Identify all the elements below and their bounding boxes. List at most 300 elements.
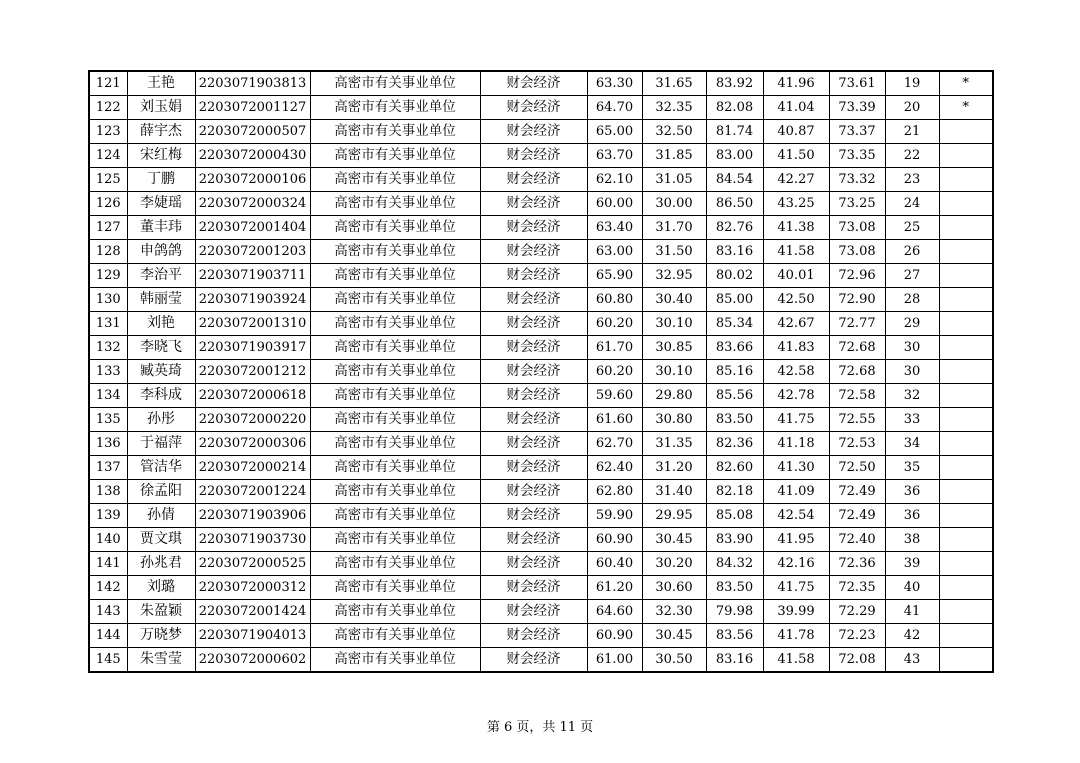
cell-unit: 高密市有关事业单位 <box>310 552 480 576</box>
cell-position: 财会经济 <box>480 360 587 384</box>
cell-unit: 高密市有关事业单位 <box>310 432 480 456</box>
cell-unit: 高密市有关事业单位 <box>310 312 480 336</box>
cell-interview-score: 83.56 <box>706 624 763 648</box>
cell-total-score: 72.55 <box>829 408 885 432</box>
cell-interview-weighted: 42.67 <box>763 312 829 336</box>
cell-interview-weighted: 41.95 <box>763 528 829 552</box>
cell-rank: 33 <box>885 408 939 432</box>
cell-exam-id: 2203071904013 <box>195 624 310 648</box>
cell-total-score: 72.90 <box>829 288 885 312</box>
table-row <box>89 480 993 504</box>
cell-name: 李晓飞 <box>127 336 195 360</box>
table-row <box>89 360 993 384</box>
cell-total-score: 72.53 <box>829 432 885 456</box>
cell-exam-id: 2203072001310 <box>195 312 310 336</box>
cell-name: 刘艳 <box>127 312 195 336</box>
cell-position: 财会经济 <box>480 384 587 408</box>
cell-interview-score: 86.50 <box>706 192 763 216</box>
cell-written-score: 59.60 <box>587 384 642 408</box>
cell-position: 财会经济 <box>480 648 587 673</box>
table-row <box>89 96 993 120</box>
cell-total-score: 73.25 <box>829 192 885 216</box>
cell-rank: 30 <box>885 336 939 360</box>
cell-exam-id: 2203072000214 <box>195 456 310 480</box>
table-row <box>89 216 993 240</box>
cell-total-score: 73.32 <box>829 168 885 192</box>
cell-written-score: 60.90 <box>587 624 642 648</box>
cell-mark <box>939 312 993 336</box>
cell-rank: 36 <box>885 480 939 504</box>
cell-mark <box>939 528 993 552</box>
cell-mark <box>939 216 993 240</box>
cell-total-score: 73.61 <box>829 71 885 96</box>
cell-written-weighted: 31.35 <box>642 432 706 456</box>
cell-mark <box>939 648 993 673</box>
cell-written-weighted: 30.10 <box>642 360 706 384</box>
cell-written-weighted: 29.80 <box>642 384 706 408</box>
cell-position: 财会经济 <box>480 432 587 456</box>
cell-exam-id: 2203072000602 <box>195 648 310 673</box>
cell-seq: 133 <box>89 360 127 384</box>
cell-name: 董丰玮 <box>127 216 195 240</box>
cell-position: 财会经济 <box>480 528 587 552</box>
cell-written-weighted: 32.35 <box>642 96 706 120</box>
cell-unit: 高密市有关事业单位 <box>310 144 480 168</box>
cell-position: 财会经济 <box>480 600 587 624</box>
cell-unit: 高密市有关事业单位 <box>310 168 480 192</box>
cell-total-score: 72.68 <box>829 360 885 384</box>
cell-position: 财会经济 <box>480 96 587 120</box>
cell-rank: 32 <box>885 384 939 408</box>
table-row <box>89 288 993 312</box>
cell-written-score: 64.70 <box>587 96 642 120</box>
cell-mark <box>939 168 993 192</box>
cell-interview-score: 82.18 <box>706 480 763 504</box>
cell-exam-id: 2203072000525 <box>195 552 310 576</box>
cell-mark <box>939 480 993 504</box>
cell-interview-weighted: 41.78 <box>763 624 829 648</box>
cell-written-score: 60.80 <box>587 288 642 312</box>
cell-interview-score: 85.08 <box>706 504 763 528</box>
cell-seq: 131 <box>89 312 127 336</box>
cell-mark <box>939 456 993 480</box>
cell-unit: 高密市有关事业单位 <box>310 192 480 216</box>
cell-total-score: 72.36 <box>829 552 885 576</box>
table-row <box>89 552 993 576</box>
cell-exam-id: 2203071903906 <box>195 504 310 528</box>
cell-name: 薛宇杰 <box>127 120 195 144</box>
cell-written-score: 61.70 <box>587 336 642 360</box>
cell-mark <box>939 288 993 312</box>
cell-rank: 23 <box>885 168 939 192</box>
cell-seq: 135 <box>89 408 127 432</box>
cell-written-score: 61.60 <box>587 408 642 432</box>
cell-seq: 125 <box>89 168 127 192</box>
cell-seq: 141 <box>89 552 127 576</box>
cell-unit: 高密市有关事业单位 <box>310 600 480 624</box>
cell-rank: 34 <box>885 432 939 456</box>
cell-name: 朱雪莹 <box>127 648 195 673</box>
table-row <box>89 576 993 600</box>
cell-written-score: 61.20 <box>587 576 642 600</box>
cell-position: 财会经济 <box>480 71 587 96</box>
cell-mark <box>939 384 993 408</box>
cell-interview-weighted: 41.75 <box>763 576 829 600</box>
cell-interview-weighted: 41.18 <box>763 432 829 456</box>
cell-seq: 128 <box>89 240 127 264</box>
cell-interview-weighted: 42.78 <box>763 384 829 408</box>
cell-seq: 126 <box>89 192 127 216</box>
cell-name: 刘玉娟 <box>127 96 195 120</box>
cell-rank: 30 <box>885 360 939 384</box>
cell-seq: 121 <box>89 71 127 96</box>
table-row <box>89 71 993 96</box>
cell-seq: 132 <box>89 336 127 360</box>
cell-unit: 高密市有关事业单位 <box>310 360 480 384</box>
cell-interview-weighted: 42.50 <box>763 288 829 312</box>
cell-position: 财会经济 <box>480 168 587 192</box>
cell-interview-score: 83.50 <box>706 576 763 600</box>
table-row <box>89 600 993 624</box>
cell-interview-score: 83.66 <box>706 336 763 360</box>
cell-unit: 高密市有关事业单位 <box>310 240 480 264</box>
cell-position: 财会经济 <box>480 456 587 480</box>
table-body <box>89 71 993 672</box>
cell-interview-score: 85.56 <box>706 384 763 408</box>
cell-exam-id: 2203072000430 <box>195 144 310 168</box>
cell-interview-score: 82.36 <box>706 432 763 456</box>
table-row <box>89 240 993 264</box>
cell-unit: 高密市有关事业单位 <box>310 528 480 552</box>
cell-interview-score: 85.00 <box>706 288 763 312</box>
cell-name: 李治平 <box>127 264 195 288</box>
cell-written-score: 62.70 <box>587 432 642 456</box>
cell-mark <box>939 504 993 528</box>
cell-total-score: 73.37 <box>829 120 885 144</box>
cell-interview-score: 81.74 <box>706 120 763 144</box>
cell-position: 财会经济 <box>480 144 587 168</box>
cell-interview-weighted: 41.58 <box>763 240 829 264</box>
cell-seq: 136 <box>89 432 127 456</box>
cell-total-score: 72.23 <box>829 624 885 648</box>
cell-unit: 高密市有关事业单位 <box>310 504 480 528</box>
table-row <box>89 456 993 480</box>
cell-seq: 145 <box>89 648 127 673</box>
cell-written-score: 65.00 <box>587 120 642 144</box>
cell-exam-id: 2203071903924 <box>195 288 310 312</box>
cell-exam-id: 2203072001127 <box>195 96 310 120</box>
cell-name: 宋红梅 <box>127 144 195 168</box>
cell-name: 申鸽鸽 <box>127 240 195 264</box>
cell-interview-score: 84.54 <box>706 168 763 192</box>
cell-position: 财会经济 <box>480 480 587 504</box>
cell-name: 朱盈颖 <box>127 600 195 624</box>
table-row <box>89 192 993 216</box>
cell-name: 臧英琦 <box>127 360 195 384</box>
cell-exam-id: 2203072001424 <box>195 600 310 624</box>
cell-seq: 124 <box>89 144 127 168</box>
cell-seq: 130 <box>89 288 127 312</box>
cell-written-weighted: 31.50 <box>642 240 706 264</box>
cell-exam-id: 2203072000106 <box>195 168 310 192</box>
cell-written-weighted: 30.60 <box>642 576 706 600</box>
cell-interview-weighted: 43.25 <box>763 192 829 216</box>
cell-rank: 42 <box>885 624 939 648</box>
cell-seq: 134 <box>89 384 127 408</box>
cell-written-score: 60.40 <box>587 552 642 576</box>
cell-position: 财会经济 <box>480 504 587 528</box>
cell-exam-id: 2203071903813 <box>195 71 310 96</box>
cell-written-score: 64.60 <box>587 600 642 624</box>
cell-written-score: 59.90 <box>587 504 642 528</box>
table-row <box>89 168 993 192</box>
cell-written-score: 65.90 <box>587 264 642 288</box>
table-row <box>89 312 993 336</box>
cell-mark <box>939 360 993 384</box>
cell-interview-weighted: 39.99 <box>763 600 829 624</box>
cell-written-weighted: 32.30 <box>642 600 706 624</box>
cell-rank: 35 <box>885 456 939 480</box>
cell-written-score: 60.20 <box>587 360 642 384</box>
cell-unit: 高密市有关事业单位 <box>310 336 480 360</box>
cell-interview-score: 82.76 <box>706 216 763 240</box>
cell-total-score: 72.40 <box>829 528 885 552</box>
cell-total-score: 73.08 <box>829 216 885 240</box>
cell-written-score: 62.80 <box>587 480 642 504</box>
cell-written-score: 61.00 <box>587 648 642 673</box>
cell-unit: 高密市有关事业单位 <box>310 120 480 144</box>
cell-position: 财会经济 <box>480 336 587 360</box>
cell-interview-weighted: 41.30 <box>763 456 829 480</box>
cell-unit: 高密市有关事业单位 <box>310 408 480 432</box>
cell-rank: 43 <box>885 648 939 673</box>
cell-written-weighted: 30.10 <box>642 312 706 336</box>
cell-exam-id: 2203072000306 <box>195 432 310 456</box>
table-row <box>89 504 993 528</box>
cell-written-weighted: 30.45 <box>642 528 706 552</box>
cell-name: 孙彤 <box>127 408 195 432</box>
cell-name: 李科成 <box>127 384 195 408</box>
cell-interview-weighted: 42.27 <box>763 168 829 192</box>
cell-rank: 28 <box>885 288 939 312</box>
cell-interview-score: 83.16 <box>706 240 763 264</box>
cell-mark <box>939 552 993 576</box>
cell-seq: 139 <box>89 504 127 528</box>
cell-interview-weighted: 41.58 <box>763 648 829 673</box>
cell-written-weighted: 31.85 <box>642 144 706 168</box>
cell-interview-weighted: 40.01 <box>763 264 829 288</box>
cell-written-weighted: 31.20 <box>642 456 706 480</box>
cell-written-score: 63.70 <box>587 144 642 168</box>
cell-interview-score: 82.60 <box>706 456 763 480</box>
cell-interview-weighted: 41.96 <box>763 71 829 96</box>
cell-exam-id: 2203072000507 <box>195 120 310 144</box>
cell-exam-id: 2203071903711 <box>195 264 310 288</box>
cell-mark <box>939 576 993 600</box>
cell-position: 财会经济 <box>480 576 587 600</box>
cell-position: 财会经济 <box>480 240 587 264</box>
cell-mark <box>939 240 993 264</box>
cell-rank: 19 <box>885 71 939 96</box>
cell-written-score: 63.40 <box>587 216 642 240</box>
cell-name: 刘璐 <box>127 576 195 600</box>
cell-written-weighted: 30.40 <box>642 288 706 312</box>
cell-exam-id: 2203072001224 <box>195 480 310 504</box>
cell-name: 韩丽莹 <box>127 288 195 312</box>
cell-name: 丁鹏 <box>127 168 195 192</box>
cell-unit: 高密市有关事业单位 <box>310 480 480 504</box>
table-row <box>89 648 993 673</box>
cell-written-score: 62.10 <box>587 168 642 192</box>
cell-written-score: 60.90 <box>587 528 642 552</box>
cell-total-score: 72.96 <box>829 264 885 288</box>
cell-interview-weighted: 40.87 <box>763 120 829 144</box>
cell-rank: 39 <box>885 552 939 576</box>
cell-exam-id: 2203072000312 <box>195 576 310 600</box>
cell-total-score: 72.77 <box>829 312 885 336</box>
cell-interview-weighted: 41.75 <box>763 408 829 432</box>
cell-name: 孙倩 <box>127 504 195 528</box>
cell-written-weighted: 30.45 <box>642 624 706 648</box>
cell-exam-id: 2203071903917 <box>195 336 310 360</box>
cell-written-weighted: 29.95 <box>642 504 706 528</box>
cell-seq: 122 <box>89 96 127 120</box>
cell-position: 财会经济 <box>480 192 587 216</box>
cell-interview-score: 83.00 <box>706 144 763 168</box>
table-row <box>89 336 993 360</box>
cell-mark <box>939 600 993 624</box>
cell-written-weighted: 32.50 <box>642 120 706 144</box>
cell-interview-score: 85.16 <box>706 360 763 384</box>
cell-interview-score: 84.32 <box>706 552 763 576</box>
cell-written-weighted: 32.95 <box>642 264 706 288</box>
cell-seq: 123 <box>89 120 127 144</box>
cell-exam-id: 2203072000324 <box>195 192 310 216</box>
cell-rank: 26 <box>885 240 939 264</box>
table-row <box>89 384 993 408</box>
cell-exam-id: 2203072001404 <box>195 216 310 240</box>
cell-unit: 高密市有关事业单位 <box>310 624 480 648</box>
cell-name: 王艳 <box>127 71 195 96</box>
cell-written-weighted: 30.50 <box>642 648 706 673</box>
table-row <box>89 264 993 288</box>
cell-name: 万晓梦 <box>127 624 195 648</box>
cell-unit: 高密市有关事业单位 <box>310 71 480 96</box>
cell-position: 财会经济 <box>480 216 587 240</box>
cell-exam-id: 2203072001212 <box>195 360 310 384</box>
table-row <box>89 624 993 648</box>
cell-interview-score: 83.90 <box>706 528 763 552</box>
cell-interview-score: 83.16 <box>706 648 763 673</box>
cell-unit: 高密市有关事业单位 <box>310 216 480 240</box>
cell-unit: 高密市有关事业单位 <box>310 648 480 673</box>
cell-rank: 20 <box>885 96 939 120</box>
cell-total-score: 73.39 <box>829 96 885 120</box>
cell-interview-score: 79.98 <box>706 600 763 624</box>
cell-written-score: 60.20 <box>587 312 642 336</box>
cell-total-score: 72.08 <box>829 648 885 673</box>
table-row <box>89 120 993 144</box>
cell-position: 财会经济 <box>480 312 587 336</box>
cell-rank: 24 <box>885 192 939 216</box>
cell-interview-score: 83.50 <box>706 408 763 432</box>
cell-unit: 高密市有关事业单位 <box>310 96 480 120</box>
cell-rank: 25 <box>885 216 939 240</box>
cell-seq: 138 <box>89 480 127 504</box>
cell-exam-id: 2203072000220 <box>195 408 310 432</box>
cell-name: 贾文琪 <box>127 528 195 552</box>
cell-written-weighted: 31.05 <box>642 168 706 192</box>
cell-total-score: 73.08 <box>829 240 885 264</box>
cell-rank: 21 <box>885 120 939 144</box>
cell-unit: 高密市有关事业单位 <box>310 384 480 408</box>
cell-interview-weighted: 41.50 <box>763 144 829 168</box>
cell-interview-score: 83.92 <box>706 71 763 96</box>
cell-interview-weighted: 42.58 <box>763 360 829 384</box>
cell-rank: 22 <box>885 144 939 168</box>
cell-written-weighted: 30.85 <box>642 336 706 360</box>
cell-interview-weighted: 42.16 <box>763 552 829 576</box>
cell-seq: 144 <box>89 624 127 648</box>
cell-interview-weighted: 41.04 <box>763 96 829 120</box>
cell-total-score: 72.29 <box>829 600 885 624</box>
cell-exam-id: 2203072001203 <box>195 240 310 264</box>
cell-mark <box>939 120 993 144</box>
cell-written-score: 60.00 <box>587 192 642 216</box>
cell-interview-weighted: 41.38 <box>763 216 829 240</box>
table-row <box>89 144 993 168</box>
cell-mark: * <box>939 71 993 96</box>
cell-rank: 29 <box>885 312 939 336</box>
cell-position: 财会经济 <box>480 288 587 312</box>
cell-seq: 142 <box>89 576 127 600</box>
cell-mark <box>939 336 993 360</box>
cell-mark <box>939 432 993 456</box>
cell-name: 管洁华 <box>127 456 195 480</box>
cell-unit: 高密市有关事业单位 <box>310 264 480 288</box>
table-row <box>89 408 993 432</box>
cell-position: 财会经济 <box>480 120 587 144</box>
cell-total-score: 72.68 <box>829 336 885 360</box>
cell-exam-id: 2203071903730 <box>195 528 310 552</box>
cell-written-weighted: 30.20 <box>642 552 706 576</box>
cell-written-score: 63.30 <box>587 71 642 96</box>
cell-total-score: 72.58 <box>829 384 885 408</box>
score-table <box>88 70 994 673</box>
cell-interview-score: 85.34 <box>706 312 763 336</box>
cell-seq: 143 <box>89 600 127 624</box>
cell-position: 财会经济 <box>480 624 587 648</box>
cell-total-score: 73.35 <box>829 144 885 168</box>
cell-rank: 41 <box>885 600 939 624</box>
cell-mark <box>939 192 993 216</box>
cell-interview-weighted: 41.09 <box>763 480 829 504</box>
table-row <box>89 528 993 552</box>
cell-name: 李婕瑶 <box>127 192 195 216</box>
cell-total-score: 72.49 <box>829 504 885 528</box>
cell-seq: 140 <box>89 528 127 552</box>
cell-seq: 137 <box>89 456 127 480</box>
cell-rank: 40 <box>885 576 939 600</box>
cell-unit: 高密市有关事业单位 <box>310 576 480 600</box>
cell-total-score: 72.50 <box>829 456 885 480</box>
cell-unit: 高密市有关事业单位 <box>310 456 480 480</box>
cell-rank: 38 <box>885 528 939 552</box>
cell-interview-score: 80.02 <box>706 264 763 288</box>
cell-written-score: 62.40 <box>587 456 642 480</box>
cell-total-score: 72.35 <box>829 576 885 600</box>
cell-written-weighted: 31.70 <box>642 216 706 240</box>
